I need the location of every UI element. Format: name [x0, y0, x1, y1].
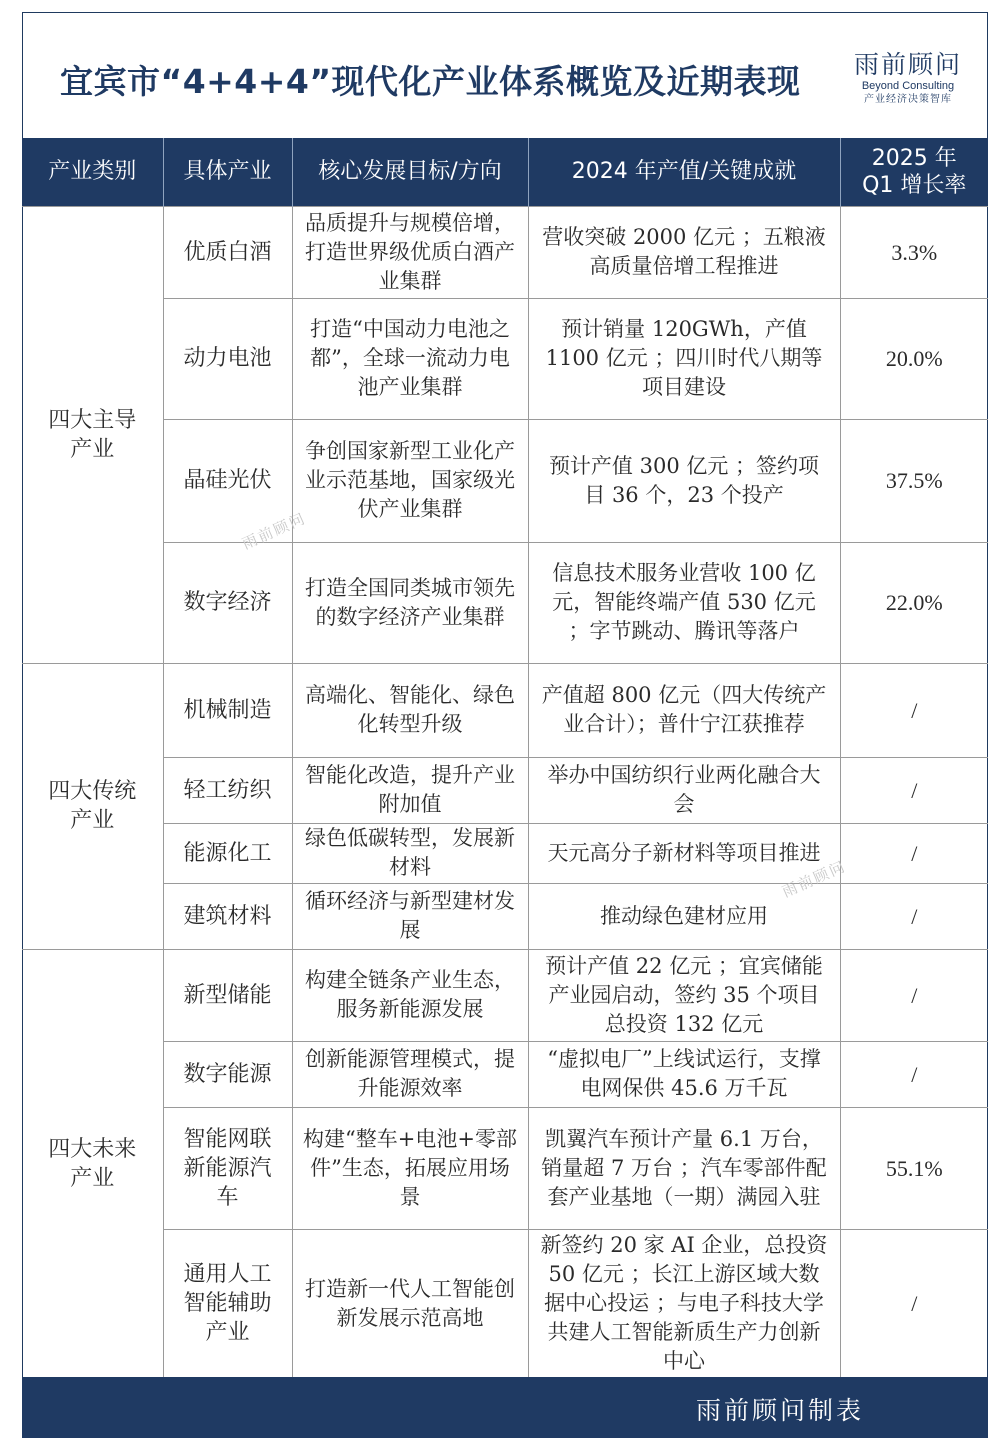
goal-cell: 绿色低碳转型，发展新材料	[292, 823, 528, 883]
growth-cell: 22.0%	[840, 542, 988, 663]
growth-cell: /	[840, 757, 988, 823]
table-row	[22, 949, 988, 1041]
growth-cell: 20.0%	[840, 298, 988, 419]
achievement-cell: 天元高分子新材料等项目推进	[528, 823, 840, 883]
industry-cell: 动力电池	[163, 298, 292, 419]
industry-cell: 机械制造	[163, 663, 292, 757]
table-header-row	[22, 138, 988, 206]
table-row	[22, 883, 988, 949]
achievement-cell: 预计产值 300 亿元 ；签约项目 36 个，23 个投产	[528, 419, 840, 542]
category-cell: 四大传统产业	[22, 663, 163, 949]
goal-cell: 构建“整车+电池+零部件”生态，拓展应用场景	[292, 1107, 528, 1229]
logo	[852, 50, 964, 106]
header	[22, 12, 988, 138]
growth-cell: /	[840, 663, 988, 757]
achievement-cell: 信息技术服务业营收 100 亿元，智能终端产值 530 亿元 ；字节跳动、腾讯等落户	[528, 542, 840, 663]
goal-cell: 智能化改造，提升产业附加值	[292, 757, 528, 823]
goal-cell: 高端化、智能化、绿色化转型升级	[292, 663, 528, 757]
industry-cell: 数字经济	[163, 542, 292, 663]
watermark: 雨前顾问	[239, 508, 309, 554]
logo-cn-text: 雨前顾问	[853, 50, 962, 79]
growth-cell: /	[840, 883, 988, 949]
growth-cell: 3.3%	[840, 206, 988, 298]
growth-cell: 55.1%	[840, 1107, 988, 1229]
goal-cell: 争创国家新型工业化产业示范基地，国家级光伏产业集群	[292, 419, 528, 542]
table-row	[22, 298, 988, 419]
industry-cell: 优质白酒	[163, 206, 292, 298]
goal-cell: 循环经济与新型建材发展	[292, 883, 528, 949]
industry-cell: 能源化工	[163, 823, 292, 883]
goal-cell: 创新能源管理模式，提升能源效率	[292, 1041, 528, 1107]
industry-table	[22, 138, 988, 1379]
goal-cell: 品质提升与规模倍增，打造世界级优质白酒产业集群	[292, 206, 528, 298]
table-row	[22, 1107, 988, 1229]
industry-cell: 晶硅光伏	[163, 419, 292, 542]
growth-cell: /	[840, 1041, 988, 1107]
industry-cell: 建筑材料	[163, 883, 292, 949]
industry-cell: 轻工纺织	[163, 757, 292, 823]
table-row	[22, 1041, 988, 1107]
table-row	[22, 419, 988, 542]
table-row	[22, 1229, 988, 1378]
footer	[22, 1377, 988, 1438]
logo-subtitle: 产业经济决策智库	[864, 94, 952, 105]
achievement-cell: 产值超 800 亿元（四大传统产业合计）；普什宁江获推荐	[528, 663, 840, 757]
achievement-cell: “虚拟电厂”上线试运行，支撑电网保供 45.6 万千瓦	[528, 1041, 840, 1107]
achievement-cell: 新签约 20 家 AI 企业，总投资 50 亿元 ；长江上游区域大数据中心投运 ；与电子科技大学共建人工智能新质生产力创新中心	[528, 1229, 840, 1378]
industry-cell: 数字能源	[163, 1041, 292, 1107]
table-row	[22, 542, 988, 663]
growth-cell: /	[840, 823, 988, 883]
goal-cell: 构建全链条产业生态，服务新能源发展	[292, 949, 528, 1041]
industry-cell: 智能网联新能源汽车	[163, 1107, 292, 1229]
achievement-cell: 举办中国纺织行业两化融合大会	[528, 757, 840, 823]
col-header-achievement: 2024 年产值/关键成就	[528, 138, 840, 206]
col-header-goal: 核心发展目标/方向	[292, 138, 528, 206]
growth-cell: /	[840, 1229, 988, 1378]
industry-cell: 通用人工智能辅助产业	[163, 1229, 292, 1378]
goal-cell: 打造“中国动力电池之都”，全球一流动力电池产业集群	[292, 298, 528, 419]
achievement-cell: 凯翼汽车预计产量 6.1 万台，销量超 7 万台 ；汽车零部件配套产业基地（一期）满园入驻	[528, 1107, 840, 1229]
growth-cell: /	[840, 949, 988, 1041]
page-title: 宜宾市“4+4+4”现代化产业体系概览及近期表现	[60, 62, 801, 101]
footer-credit: 雨前顾问制表	[695, 1396, 864, 1425]
category-cell: 四大未来产业	[22, 949, 163, 1378]
industry-cell: 新型储能	[163, 949, 292, 1041]
table-row	[22, 757, 988, 823]
goal-cell: 打造全国同类城市领先的数字经济产业集群	[292, 542, 528, 663]
achievement-cell: 预计销量 120GWh，产值 1100 亿元 ；四川时代八期等项目建设	[528, 298, 840, 419]
table-row	[22, 206, 988, 298]
category-cell: 四大主导产业	[22, 206, 163, 663]
table-row	[22, 663, 988, 757]
achievement-cell: 营收突破 2000 亿元 ；五粮液高质量倍增工程推进	[528, 206, 840, 298]
growth-cell: 37.5%	[840, 419, 988, 542]
col-header-category: 产业类别	[22, 138, 163, 206]
logo-en-text: Beyond Consulting	[861, 80, 955, 92]
watermark: 雨前顾问	[779, 856, 849, 902]
goal-cell: 打造新一代人工智能创新发展示范高地	[292, 1229, 528, 1378]
col-header-industry: 具体产业	[163, 138, 292, 206]
achievement-cell: 预计产值 22 亿元 ；宜宾储能产业园启动，签约 35 个项目总投资 132 亿元	[528, 949, 840, 1041]
col-header-growth: 2025 年 Q1 增长率	[840, 138, 988, 206]
achievement-cell: 推动绿色建材应用	[528, 883, 840, 949]
